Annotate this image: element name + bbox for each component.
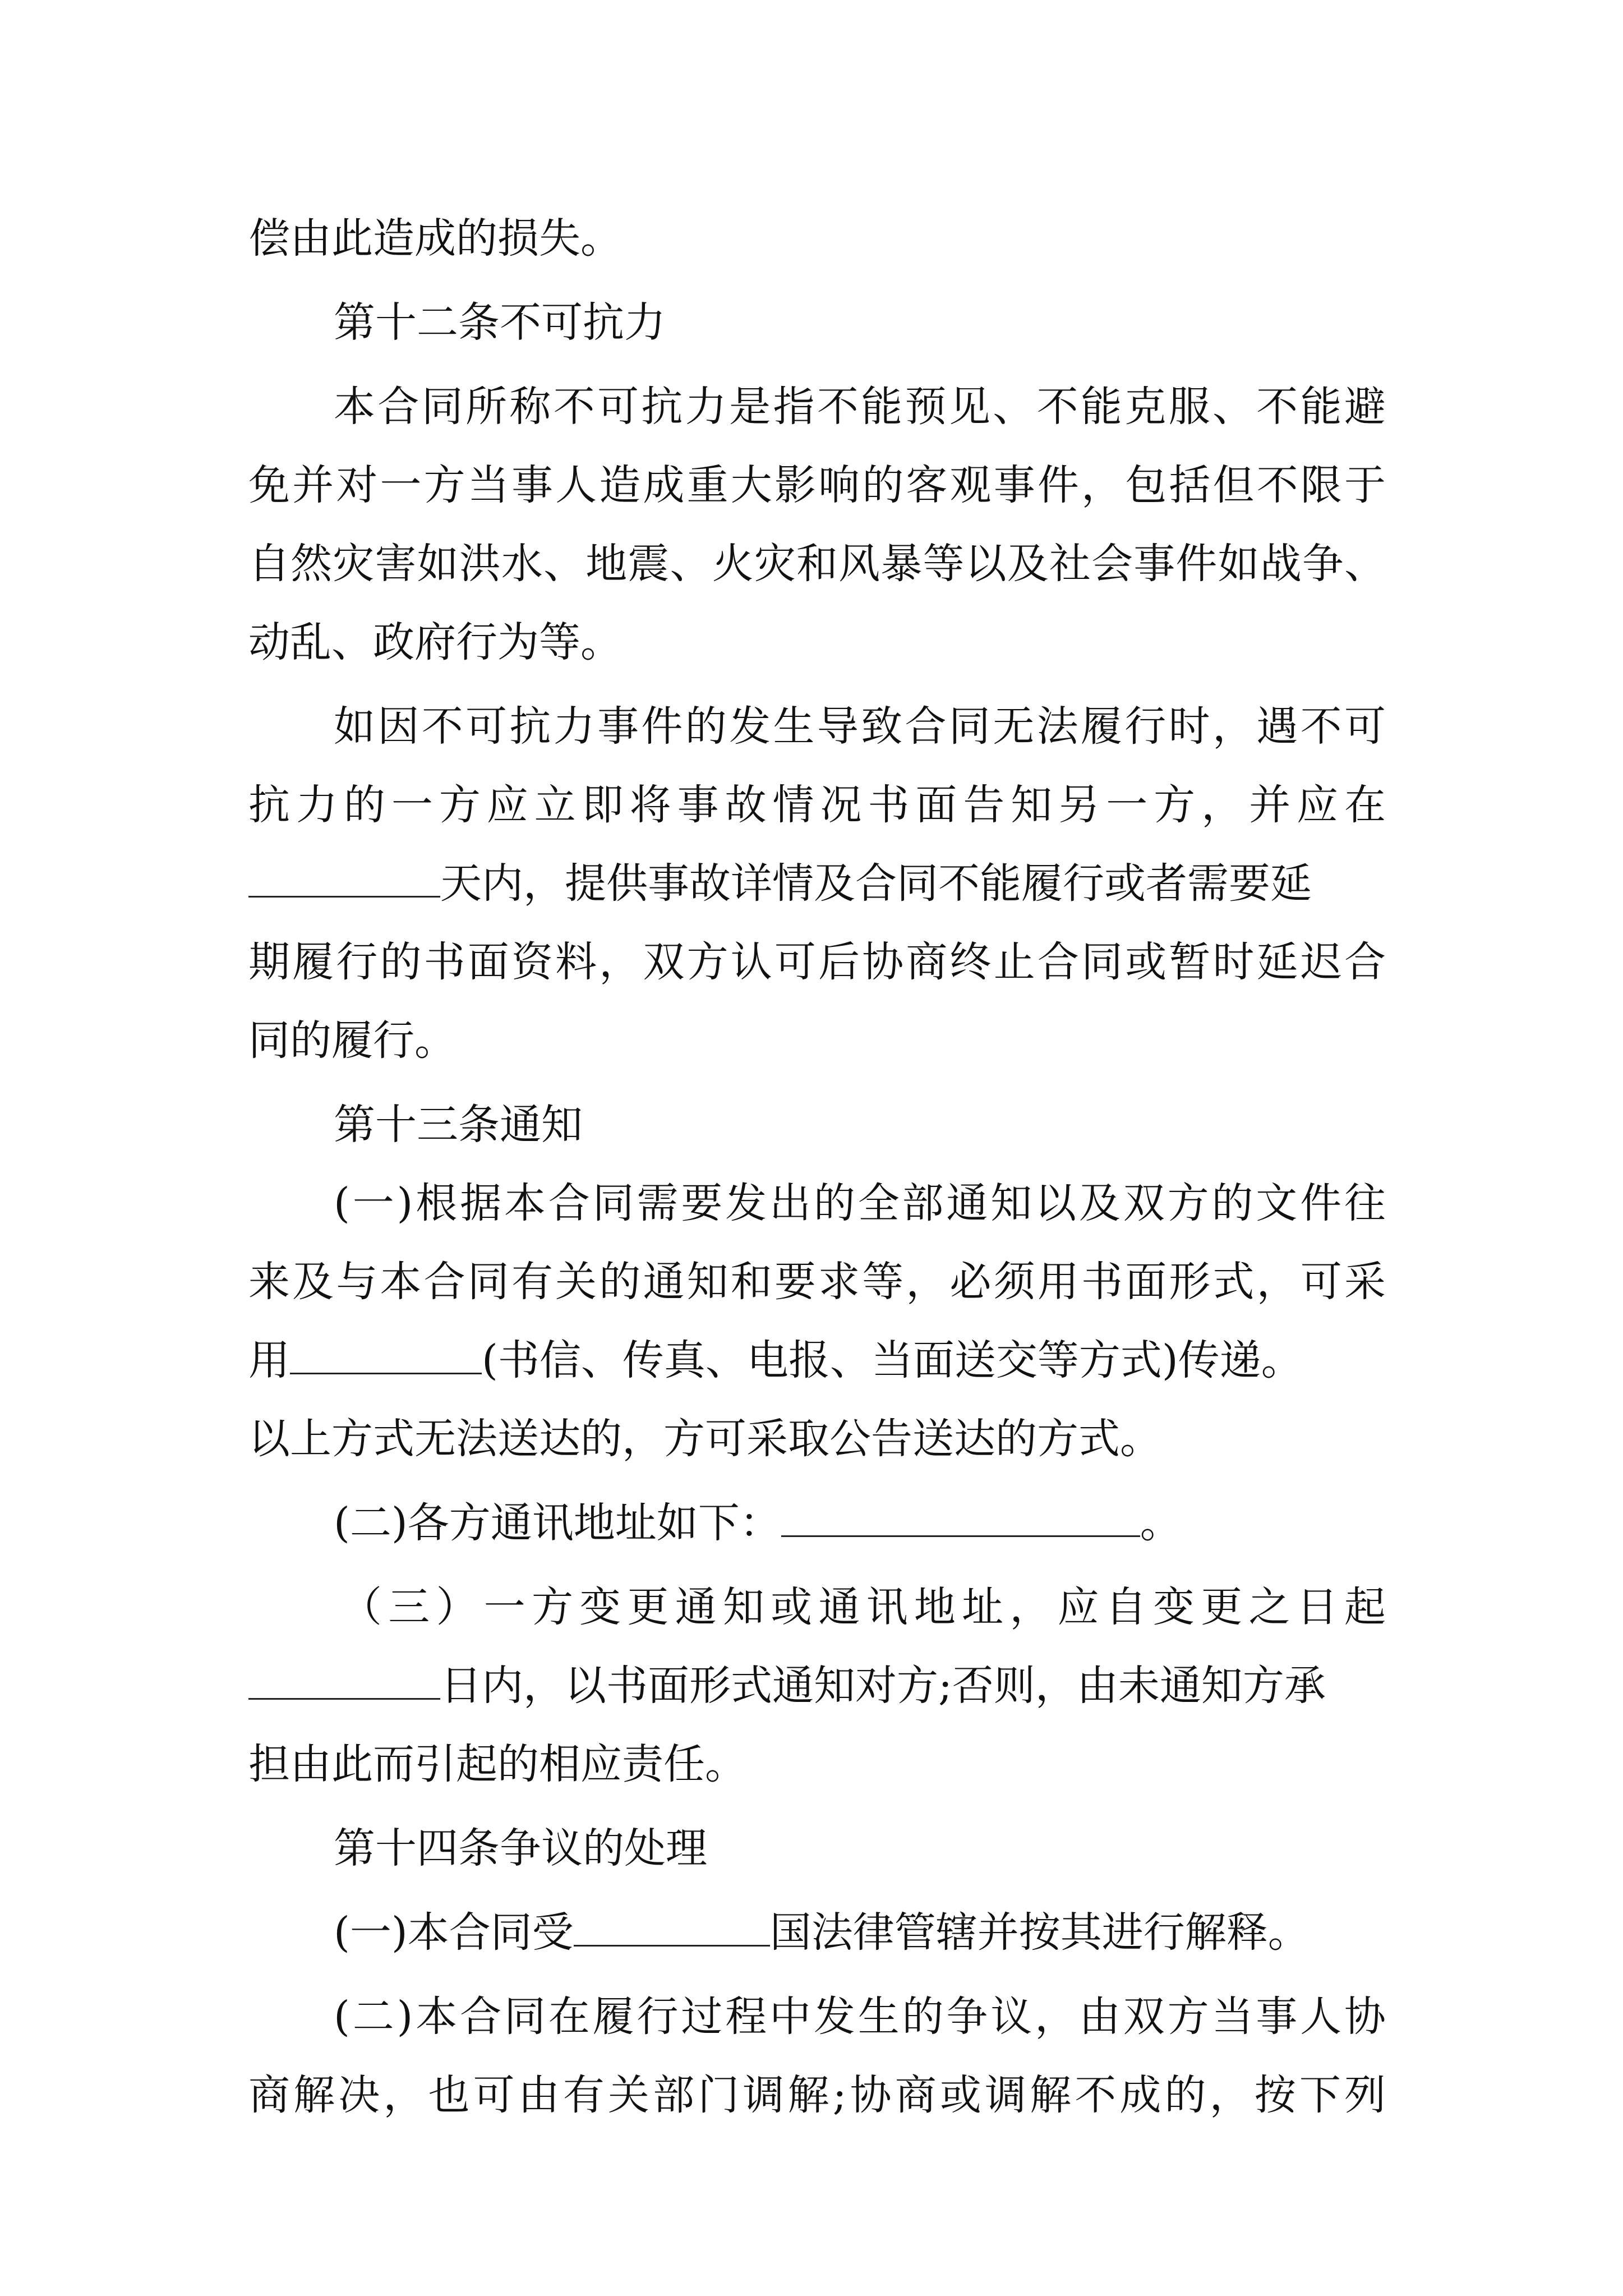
text-line: 抗力的一方应立即将事故情况书面告知另一方，并应在: [248, 781, 1386, 829]
text-segment: 用: [248, 1336, 290, 1384]
text-line: 免并对一方当事人造成重大影响的客观事件，包括但不限于: [248, 461, 1386, 509]
text-line: 以上方式无法送达的，方可采取公告送达的方式。: [248, 1415, 1161, 1463]
text-line: (二)本合同在履行过程中发生的争议，由双方当事人协: [334, 1993, 1386, 2041]
text-segment: 国法律管辖并按其进行解释。: [769, 1908, 1310, 1957]
article-14-heading: 第十四条争议的处理: [334, 1824, 707, 1872]
text-line: 来及与本合同有关的通知和要求等，必须用书面形式，可采: [248, 1258, 1386, 1306]
text-line: [248, 1327, 1386, 1394]
text-line: (一)根据本合同需要发出的全部通知以及双方的文件往: [334, 1179, 1386, 1227]
text-line: [248, 850, 1386, 917]
fill-in-blank[interactable]: [248, 1659, 440, 1700]
text-line: [248, 1489, 1386, 1557]
text-line: （三）一方变更通知或通讯地址，应自变更之日起: [340, 1583, 1386, 1631]
text-line: 如因不可抗力事件的发生导致合同无法履行时，遇不可: [334, 702, 1386, 751]
text-line: 同的履行。: [248, 1016, 456, 1065]
text-segment: (书信、传真、电报、当面送交等方式)传递。: [482, 1336, 1303, 1384]
fill-in-blank[interactable]: [781, 1496, 1140, 1537]
text-segment: (二)各方通讯地址如下：: [334, 1499, 781, 1547]
text-segment: 。: [1140, 1499, 1182, 1547]
text-line: 期履行的书面资料，双方认可后协商终止合同或暂时延迟合: [248, 938, 1386, 986]
text-line: [248, 1899, 1386, 1966]
text-line: 本合同所称不可抗力是指不能预见、不能克服、不能避: [334, 383, 1386, 431]
text-segment: 日内，以书面形式通知对方;否则，由未通知方承: [440, 1662, 1326, 1710]
text-line: 商解决，也可由有关部门调解;协商或调解不成的，按下列: [248, 2071, 1386, 2119]
fill-in-blank[interactable]: [248, 857, 440, 898]
fill-in-blank[interactable]: [574, 1906, 770, 1947]
text-line: 自然灾害如洪水、地震、火灾和风暴等以及社会事件如战争、: [248, 540, 1386, 588]
text-segment: (一)本合同受: [334, 1908, 574, 1957]
article-13-heading: 第十三条通知: [334, 1101, 583, 1149]
text-line: 偿由此造成的损失。: [248, 214, 622, 263]
text-line: 动乱、政府行为等。: [248, 618, 622, 666]
text-segment: 天内，提供事故详情及合同不能履行或者需要延: [440, 859, 1312, 908]
fill-in-blank[interactable]: [290, 1333, 482, 1374]
text-line: [248, 1652, 1386, 1719]
article-12-heading: 第十二条不可抗力: [334, 298, 666, 347]
text-line: 担由此而引起的相应责任。: [248, 1740, 746, 1788]
